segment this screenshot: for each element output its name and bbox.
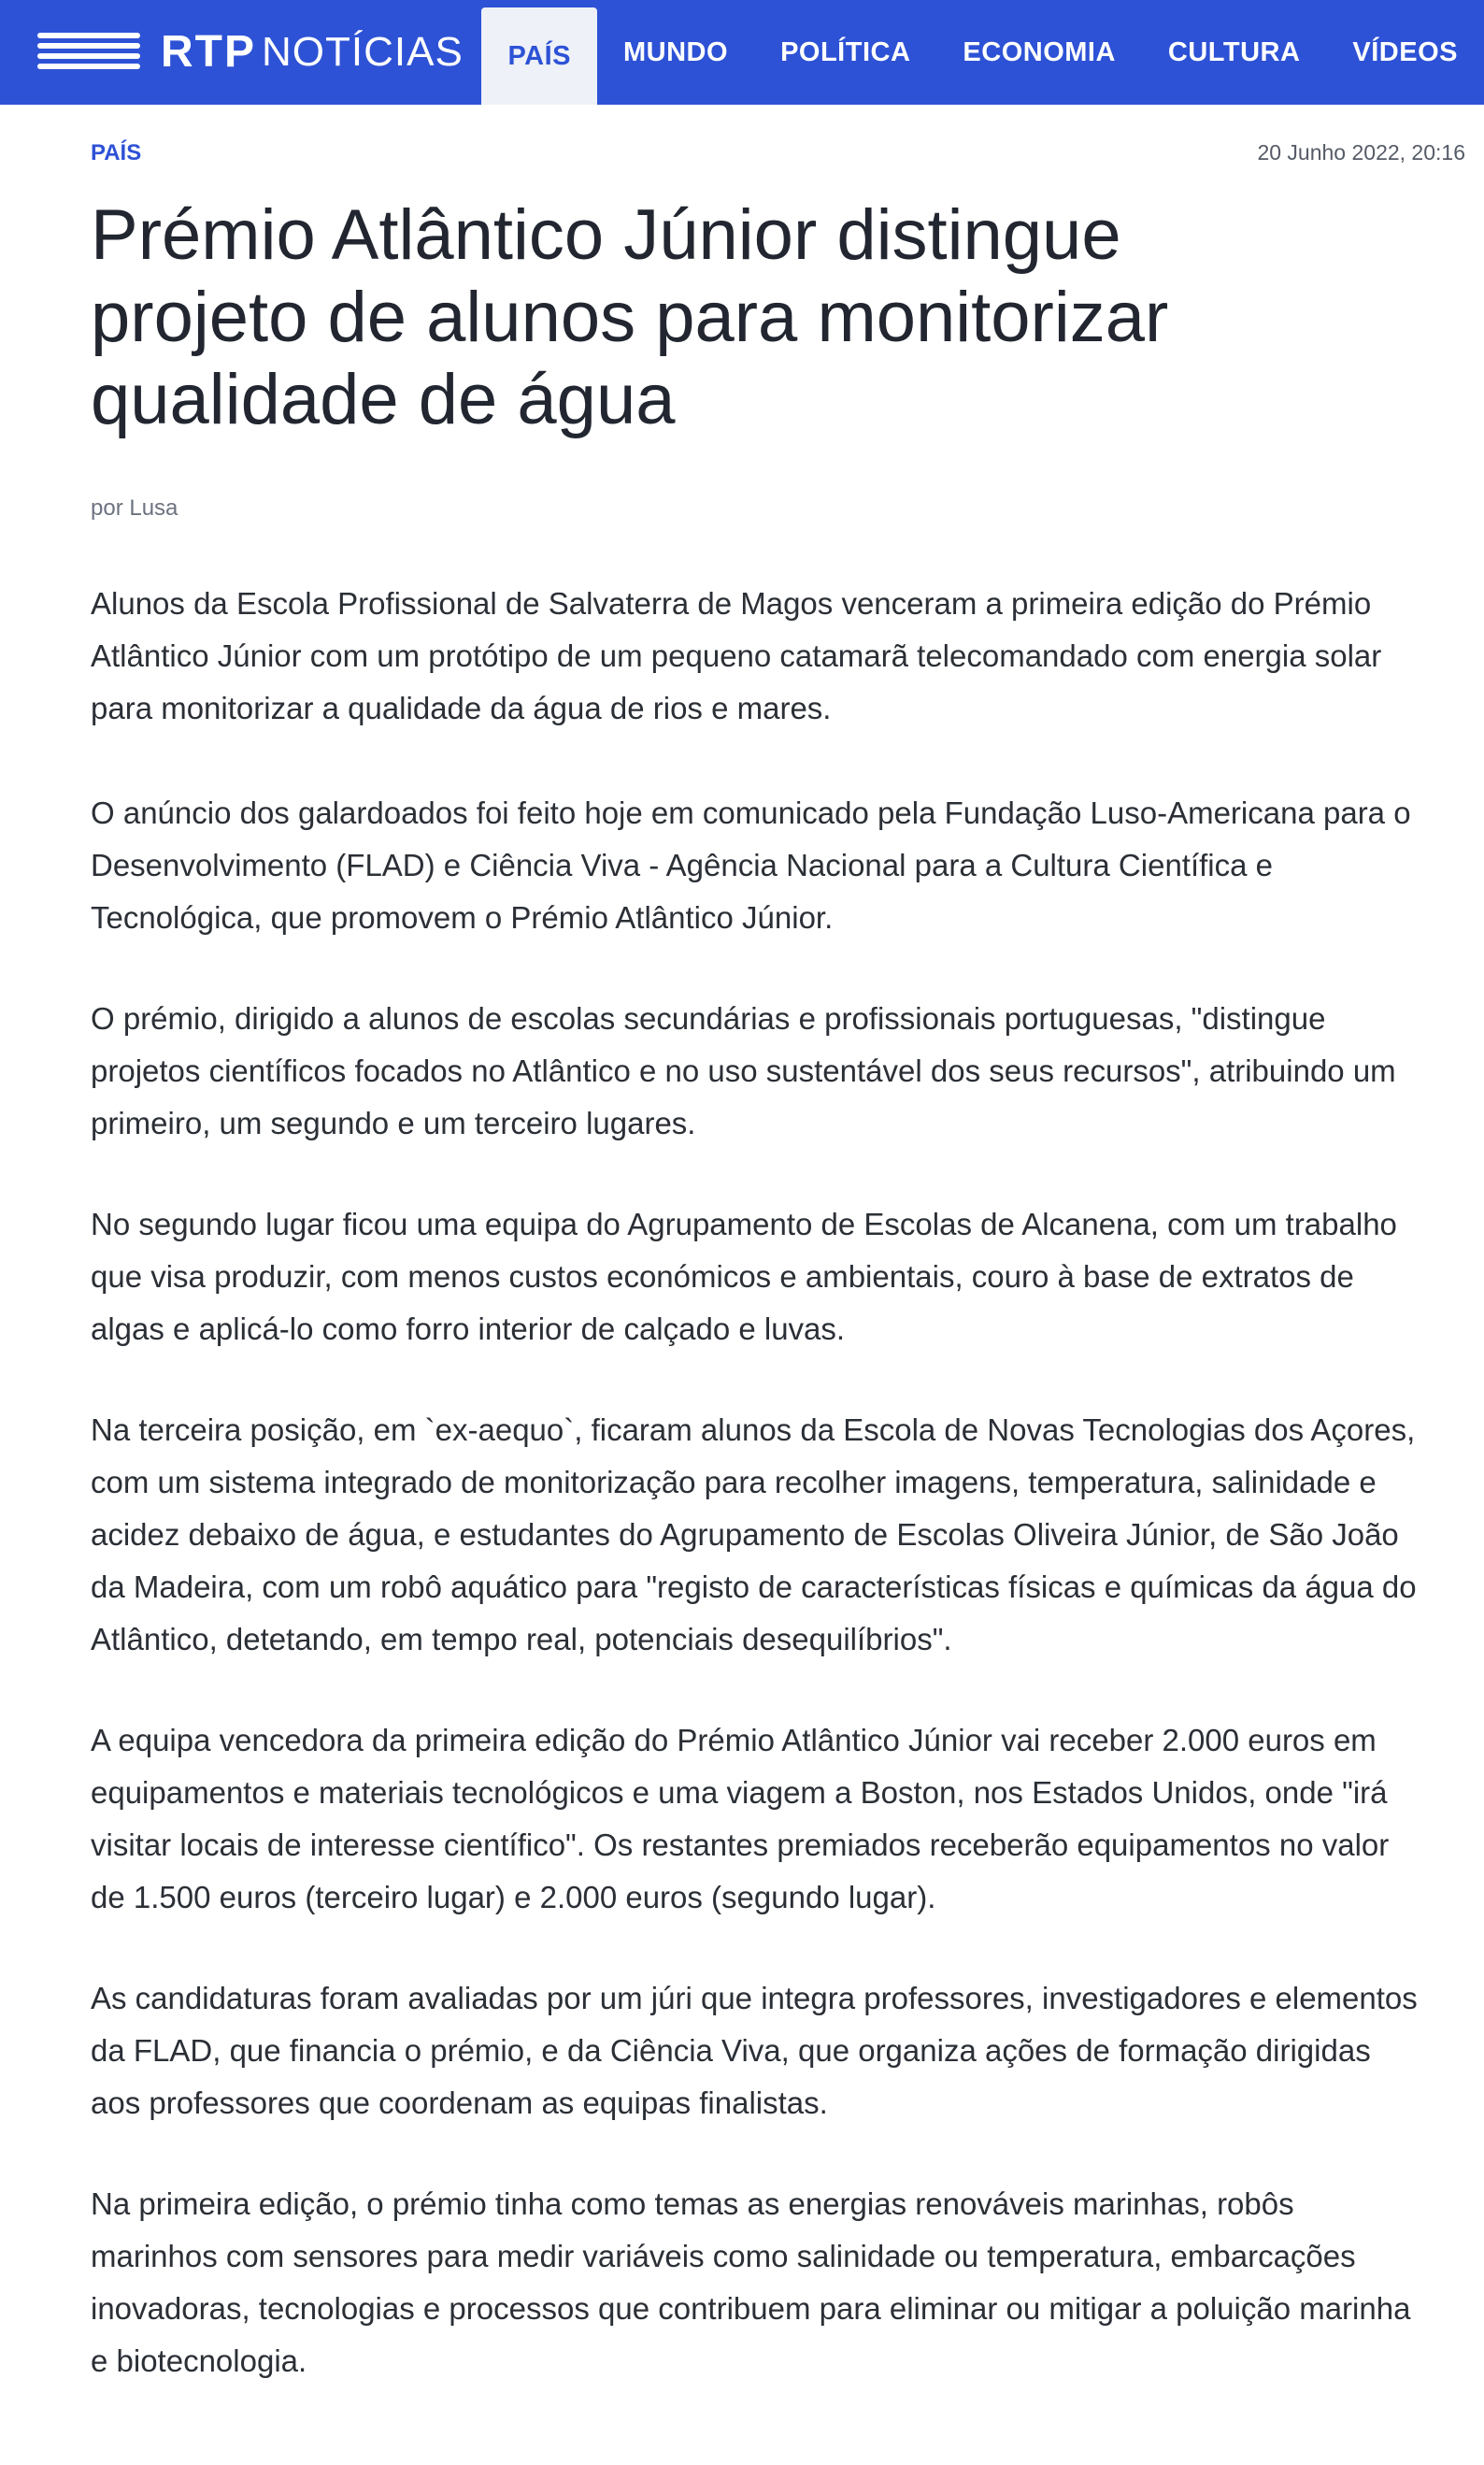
- nav-tab-pais[interactable]: PAÍS: [481, 7, 597, 105]
- nav-tab-videos[interactable]: VÍDEOS: [1352, 36, 1458, 67]
- main-nav: [481, 0, 1484, 105]
- publish-date: 20 Junho 2022, 20:16: [1257, 140, 1465, 165]
- article-paragraph: O anúncio dos galardoados foi feito hoje em comunicado pela Fundação Luso-Americana para o Desenvolvimento (FLAD) e Ciência Viva - Agência Nacional para a Cultura Científica e Tecnológica, que promovem o Prémio Atlântico Júnior.: [91, 795, 1411, 935]
- article-paragraph: O prémio, dirigido a alunos de escolas secundárias e profissionais portuguesas, "distingue projetos científicos focados no Atlântico e no uso sustentável dos seus recursos", atribuindo um primeiro, um segundo e um terceiro lugares.: [91, 1001, 1396, 1140]
- article-paragraph: As candidaturas foram avaliadas por um júri que integra professores, investigadores e elementos da FLAD, que financia o prémio, e da Ciência Viva, que organiza ações de formação dirigidas aos professores que coordenam as equipas finalistas.: [91, 1981, 1418, 2120]
- rtp-lines-icon: [37, 31, 140, 74]
- article-paragraph: No segundo lugar ficou uma equipa do Agrupamento de Escolas de Alcanena, com um trabalho que visa produzir, com menos custos económicos e ambientais, couro à base de extratos de algas e aplicá-lo como forro interior de calçado e luvas.: [91, 1207, 1397, 1346]
- nav-tab-politica[interactable]: POLÍTICA: [780, 36, 911, 67]
- logo-brand-text: RTP: [161, 27, 256, 77]
- article-paragraph: Na terceira posição, em `ex-aequo`, ficaram alunos da Escola de Novas Tecnologias dos Açores, com um sistema integrado de monitorização para recolher imagens, temperatura, salinidade e acidez debaixo de água, e estudantes do Agrupamento de Escolas Oliveira Júnior, de São João da Madeira, com um robô aquático para "registo de características físicas e químicas da água do Atlântico, detetando, em tempo real, potenciais desequilíbrios".: [91, 1412, 1417, 1656]
- logo-product-text: NOTÍCIAS: [262, 29, 464, 75]
- rtp-noticias-logo[interactable]: [37, 26, 464, 79]
- article-paragraph: Na primeira edição, o prémio tinha como temas as energias renováveis marinhas, robôs marinhos com sensores para medir variáveis como salinidade ou temperatura, embarcações inovadoras, tecnologias e processos que contribuem para eliminar ou mitigar a poluição marinha e biotecnologia.: [91, 2186, 1411, 2378]
- article-paragraph: A equipa vencedora da primeira edição do Prémio Atlântico Júnior vai receber 2.000 euros em equipamentos e materiais tecnológicos e uma viagem a Boston, nos Estados Unidos, onde "irá visitar locais de interesse científico". Os restantes premiados receberão equipamentos no valor de 1.500 euros (terceiro lugar) e 2.000 euros (segundo lugar).: [91, 1723, 1390, 1914]
- article-paragraph: Alunos da Escola Profissional de Salvaterra de Magos venceram a primeira edição do Prémio Atlântico Júnior com um protótipo de um pequeno catamarã telecomandado com energia solar para monitorizar a qualidade da água de rios e mares.: [91, 586, 1382, 725]
- nav-tab-mundo[interactable]: MUNDO: [623, 36, 729, 67]
- article-meta: [91, 140, 1465, 174]
- nav-tab-economia[interactable]: ECONOMIA: [963, 36, 1116, 67]
- section-link[interactable]: PAÍS: [91, 140, 142, 165]
- top-navigation-bar: [0, 0, 1484, 105]
- article-body: [91, 578, 1418, 2436]
- nav-tab-cultura[interactable]: CULTURA: [1167, 36, 1301, 67]
- article-title: Prémio Atlântico Júnior distingue projeto de alunos para monitorizar qualidade de água: [91, 195, 1169, 439]
- article-byline: por Lusa: [91, 495, 178, 521]
